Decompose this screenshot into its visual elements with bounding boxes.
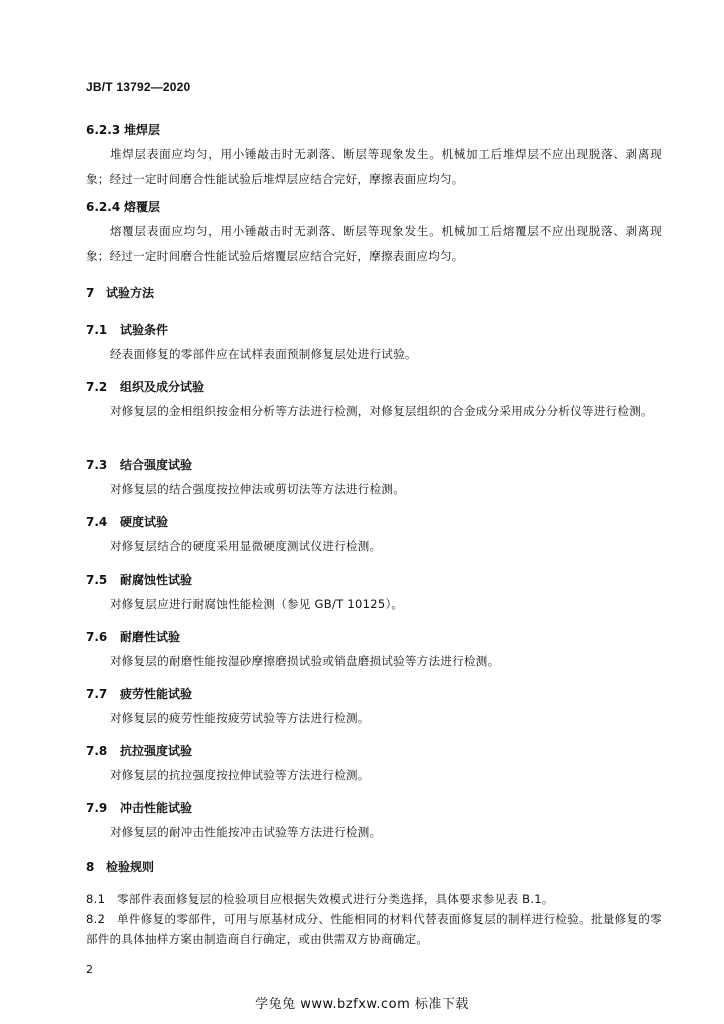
heading-7-7 (86, 685, 192, 702)
heading-7-9 (86, 799, 192, 816)
section-number: 7.9 (86, 801, 108, 815)
section-number: 7.8 (86, 744, 108, 758)
section-number: 7.1 (86, 323, 108, 337)
section-title: 堆焊层 (124, 123, 161, 137)
section-number: 7.5 (86, 573, 108, 587)
section-number: 8 (86, 860, 95, 874)
heading-7-2 (86, 378, 204, 395)
section-number: 6.2.4 (86, 200, 121, 214)
paragraph-6-2-4: 熔覆层表面应均匀，用小锤敲击时无剥落、断层等现象发生。机械加工后熔覆层不应出现脱落、剥离现象；经过一定时间磨合性能试验后熔覆层应结合完好，摩擦表面应均匀。 (86, 224, 662, 263)
section-title: 组织及成分试验 (120, 380, 205, 394)
page-number: 2 (86, 963, 93, 976)
section-title: 试验条件 (120, 323, 169, 337)
section-title: 熔覆层 (124, 200, 161, 214)
paragraph-7-7: 对修复层的疲劳性能按疲劳试验等方法进行检测。 (110, 711, 370, 725)
section-title: 硬度试验 (120, 515, 169, 529)
heading-6-2-4 (86, 198, 160, 215)
section-number: 7.6 (86, 630, 108, 644)
heading-6-2-3 (86, 121, 160, 138)
heading-7-6 (86, 628, 180, 645)
section-number: 7.4 (86, 515, 108, 529)
paragraph-8-2: 8.2 单件修复的零部件，可用与原基材成分、性能相同的材料代替表面修复层的制样进行检验。批量修复的零部件的具体抽样方案由制造商自行确定，或由供需双方协商确定。 (86, 912, 662, 946)
paragraph-7-8: 对修复层的抗拉强度按拉伸试验等方法进行检测。 (110, 768, 370, 782)
paragraph-8-1: 8.1 零部件表面修复层的检验项目应根据失效模式进行分类选择，具体要求参见表 B.1。 (86, 892, 554, 906)
heading-8 (86, 858, 154, 875)
heading-7-1 (86, 321, 168, 338)
section-title: 结合强度试验 (120, 458, 193, 472)
paragraph-7-6: 对修复层的耐磨性能按湿砂摩擦磨损试验或销盘磨损试验等方法进行检测。 (110, 654, 500, 668)
section-title: 耐磨性试验 (120, 630, 181, 644)
heading-7-5 (86, 571, 192, 588)
section-title: 冲击性能试验 (120, 801, 193, 815)
section-number: 6.2.3 (86, 123, 121, 137)
paragraph-7-9: 对修复层的耐冲击性能按冲击试验等方法进行检测。 (110, 825, 382, 839)
heading-7-8 (86, 742, 192, 759)
paragraph-7-1: 经表面修复的零部件应在试样表面预制修复层处进行试验。 (110, 347, 417, 361)
section-title: 试验方法 (106, 286, 155, 300)
section-number: 7.7 (86, 687, 108, 701)
section-title: 检验规则 (106, 860, 155, 874)
heading-7-4 (86, 513, 168, 530)
section-number: 7 (86, 286, 95, 300)
section-title: 疲劳性能试验 (120, 687, 193, 701)
paragraph-7-2: 对修复层的金相组织按金相分析等方法进行检测，对修复层组织的合金成分采用成分分析仪等进行检测。 (110, 404, 653, 418)
paragraph-7-5: 对修复层应进行耐腐蚀性能检测（参见 GB/T 10125）。 (110, 597, 404, 611)
paragraph-6-2-3: 堆焊层表面应均匀，用小锤敲击时无剥落、断层等现象发生。机械加工后堆焊层不应出现脱落、剥离现象；经过一定时间磨合性能试验后堆焊层应结合完好，摩擦表面应均匀。 (86, 147, 662, 186)
paragraph-7-3: 对修复层的结合强度按拉伸法或剪切法等方法进行检测。 (110, 482, 405, 496)
document-id: JB/T 13792—2020 (86, 80, 191, 94)
footer-watermark: 学兔兔 www.bzfxw.com 标准下载 (255, 997, 469, 1012)
heading-7-3 (86, 456, 192, 473)
heading-7 (86, 284, 154, 301)
section-number: 7.3 (86, 458, 108, 472)
section-title: 耐腐蚀性试验 (120, 573, 193, 587)
section-title: 抗拉强度试验 (120, 744, 193, 758)
paragraph-7-4: 对修复层结合的硬度采用显微硬度测试仪进行检测。 (110, 539, 382, 553)
section-number: 7.2 (86, 380, 108, 394)
